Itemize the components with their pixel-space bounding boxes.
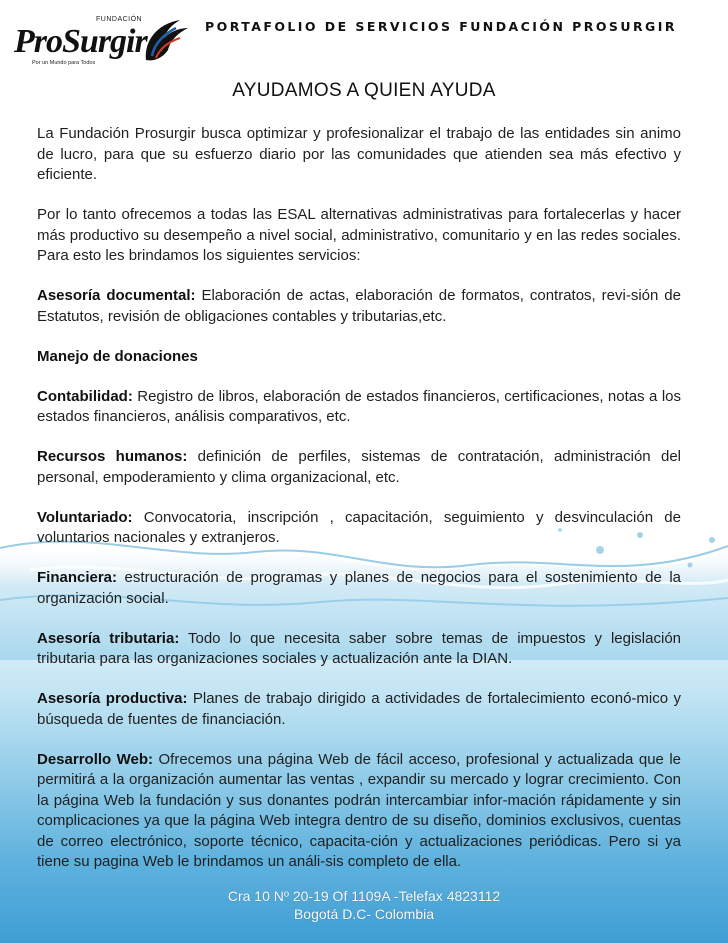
service-name: Recursos humanos: [37,448,188,465]
service-description: definición de perfiles, sistemas de contratación, administración del personal, empoderamiento y clima organizacional, etc. [37,448,681,486]
logo-fundacion-text: FUNDACIÓN [96,16,143,23]
footer-city: Bogotá D.C- Colombia [293,906,435,922]
logo-swirl-icon [142,16,190,66]
service-name: Financiera: [37,569,118,586]
service-name: Asesoría productiva: [37,690,188,707]
service-description: Planes de trabajo dirigido a actividades de fortalecimiento econó-mico y búsqueda de fuentes de financiación. [37,690,681,728]
service-name: Asesoría documental: [37,287,196,304]
service-description: Ofrecemos una página Web de fácil acceso, profesional y actualizada que le permitirá a la organización aumentar las ventas , expandir su mercado y lograr crecimiento. Con la página Web la fundación y sus donantes podrán intercambiar infor-mación rápidamente y sin complicaciones ya que la página Web integra dentro de su diseño, dominios exclusivos, cuentas de correo electrónico, soporte técnico, capacita-ción y actualizaciones periódicas. Pero si ya tiene su pagina Web le brindamos un análi-sis completo de ella. [37,750,682,870]
service-description: Registro de libros, elaboración de estados financieros, certificaciones, notas a los estados financieros, análisis comparativos, etc. [37,387,681,425]
service-voluntariado [37,508,681,549]
logo-name-text: ProSurgir [14,23,147,60]
service-contabilidad [37,387,681,428]
service-name: Contabilidad: [37,387,133,405]
service-asesoria-documental [37,286,681,327]
prosurgir-logo [14,16,190,78]
service-description: estructuración de programas y planes de negocios para el sostenimiento de la organización social. [37,569,681,607]
service-name: Voluntariado: [37,508,133,526]
service-description: Todo lo que necesita saber sobre temas de impuestos y legislación tributaria para las organizaciones sociales y actualización ante la DIAN. [37,629,682,667]
service-manejo-donaciones [37,347,681,368]
service-financiera [37,568,681,609]
service-recursos-humanos [37,447,681,488]
service-name: Manejo de donaciones [37,347,198,365]
service-desarrollo-web [37,750,681,873]
logo-tagline: Por un Mundo para Todos [32,60,96,66]
service-name: Desarrollo Web: [37,750,154,768]
service-asesoria-productiva [37,689,681,730]
portfolio-header: PORTAFOLIO DE SERVICIOS FUNDACIÓN PROSURGIR [205,19,677,34]
service-name: Asesoría tributaria: [37,629,180,647]
service-description: Elaboración de actas, elaboración de formatos, contratos, revi-sión de Estatutos, revisión de obligaciones contables y tributarias,etc. [37,287,681,325]
service-description: Convocatoria, inscripción , capacitación, seguimiento y desvinculación de voluntarios nacionales y extranjeros. [37,508,681,546]
document-body [37,124,681,892]
service-asesoria-tributaria [37,629,681,670]
contact-footer [0,887,728,923]
intro-paragraph-2: Por lo tanto ofrecemos a todas las ESAL alternativas administrativas para fortalecerlas y hacer más productivo su desempeño a nivel social, administrativo, comunitario y en las redes sociales. Para esto les brindamos los siguientes servicios: [37,206,681,264]
intro-paragraph-1: La Fundación Prosurgir busca optimizar y profesionalizar el trabajo de las entidades sin animo de lucro, para que su esfuerzo diario por las comunidades que atienden sea más efectivo y eficiente. [37,125,681,183]
footer-address: Cra 10 Nº 20-19 Of 1109A -Telefax 4823112 [227,888,501,904]
page-title: AYUDAMOS A QUIEN AYUDA [232,80,496,101]
